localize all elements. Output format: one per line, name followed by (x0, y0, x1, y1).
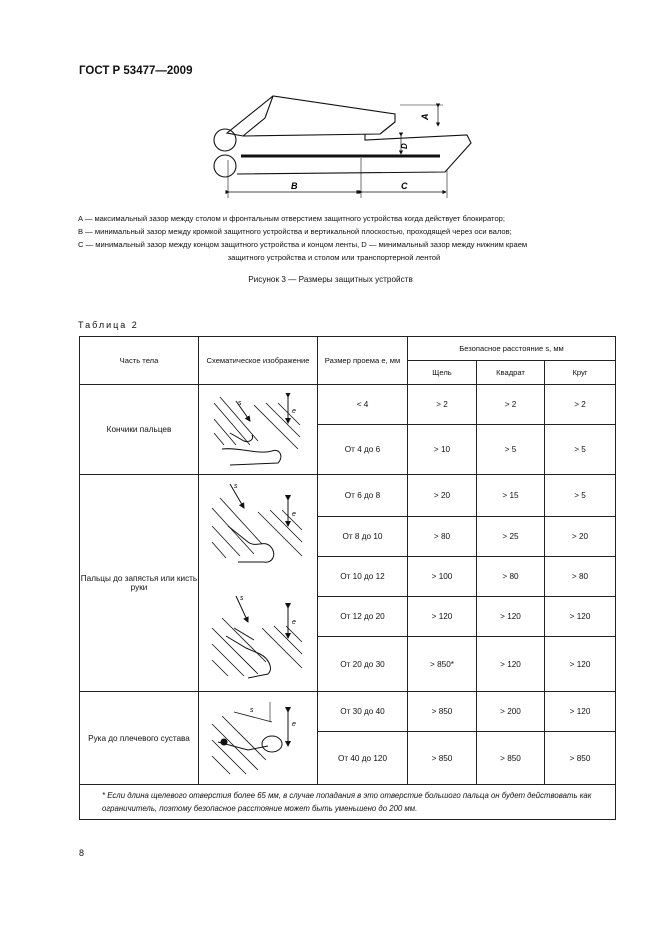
sketch-s-label: s (240, 595, 244, 602)
square-cell: > 200 (477, 692, 545, 732)
body-part-cell: Пальцы до запястья или кисть руки (80, 475, 199, 692)
opening-cell: От 40 до 120 (318, 732, 408, 785)
opening-cell: От 8 до 10 (318, 517, 408, 557)
page-number: 8 (79, 848, 85, 858)
header-body-part: Часть тела (80, 337, 199, 385)
opening-cell: От 4 до 6 (318, 425, 408, 475)
circle-cell: > 120 (545, 597, 616, 637)
opening-cell: От 6 до 8 (318, 475, 408, 517)
label-d: D (400, 143, 409, 149)
circle-cell: > 120 (545, 637, 616, 692)
sketch-fingertip (199, 385, 318, 475)
sketch-e-label: e (292, 407, 296, 415)
slot-cell: > 10 (408, 425, 477, 475)
header-safe-distance: Безопасное расстояние s, мм (408, 337, 616, 361)
square-cell: > 850 (477, 732, 545, 785)
square-cell: > 80 (477, 557, 545, 597)
circle-cell: > 2 (545, 385, 616, 425)
square-cell: > 120 (477, 637, 545, 692)
slot-cell: > 20 (408, 475, 477, 517)
header-sketch: Схематическое изображение (199, 337, 318, 385)
legend-line-b: B — минимальный зазор между кромкой защитного устройства и вертикальной плоскостью, проходящей через оси валов; (78, 227, 512, 236)
slot-cell: > 80 (408, 517, 477, 557)
protective-device-diagram (205, 90, 485, 200)
square-cell: > 120 (477, 597, 545, 637)
slot-cell: > 100 (408, 557, 477, 597)
circle-cell: > 850 (545, 732, 616, 785)
square-cell: > 25 (477, 517, 545, 557)
body-part-cell: Рука до плечевого сустава (80, 692, 199, 785)
legend-line-d: защитного устройства и столом или транспортерной лентой (227, 253, 441, 262)
figure-legend (78, 212, 590, 264)
label-c: C (401, 181, 408, 191)
sketch-e-label: e (292, 511, 296, 518)
square-cell: > 2 (477, 385, 545, 425)
slot-cell: > 120 (408, 597, 477, 637)
slot-cell: > 2 (408, 385, 477, 425)
table-label: Таблица 2 (78, 320, 139, 330)
slot-cell: > 850 (408, 692, 477, 732)
label-b: B (291, 181, 298, 191)
body-part-cell: Кончики пальцев (80, 385, 199, 475)
square-cell: > 15 (477, 475, 545, 517)
opening-cell: От 10 до 12 (318, 557, 408, 597)
circle-cell: > 5 (545, 475, 616, 517)
circle-cell: > 5 (545, 425, 616, 475)
sketch-arm (199, 692, 318, 785)
opening-cell: От 12 до 20 (318, 597, 408, 637)
sketch-hand (199, 475, 318, 692)
figure-caption: Рисунок 3 — Размеры защитных устройств (248, 275, 413, 284)
label-a: A (420, 113, 430, 120)
safety-distance-table (79, 336, 616, 820)
sketch-s-label: s (238, 399, 242, 407)
header-square: Квадрат (477, 361, 545, 385)
header-circle: Круг (545, 361, 616, 385)
document-header: ГОСТ Р 53477—2009 (79, 65, 193, 77)
circle-cell: > 120 (545, 692, 616, 732)
sketch-s-label: s (250, 707, 254, 714)
header-opening: Размер проема е, мм (318, 337, 408, 385)
table-row (80, 385, 616, 425)
table-row (80, 475, 616, 517)
slot-cell: > 850* (408, 637, 477, 692)
table-row (80, 692, 616, 732)
sketch-s-label: s (234, 483, 238, 490)
sketch-e-label: e (292, 721, 296, 728)
opening-cell: От 30 до 40 (318, 692, 408, 732)
header-slot: Щель (408, 361, 477, 385)
opening-cell: От 20 до 30 (318, 637, 408, 692)
slot-cell: > 850 (408, 732, 477, 785)
sketch-e-label: e (292, 619, 296, 626)
table-footnote: * Если длина щелевого отверстия более 65 мм, в случае попадания в это отверстие большого пальца он будет действовать как ограничитель, поэтому безопасное расстояние может быть уменьшено до 200 мм. (80, 785, 616, 820)
legend-line-a: A — максимальный зазор между столом и фронтальным отверстием защитного устройства когда действует блокиратор; (78, 214, 506, 223)
legend-line-c: C — минимальный зазор между концом защитного устройства и концом ленты, D — минимальный зазор между нижним краем (78, 240, 528, 249)
square-cell: > 5 (477, 425, 545, 475)
opening-cell: < 4 (318, 385, 408, 425)
circle-cell: > 80 (545, 557, 616, 597)
circle-cell: > 20 (545, 517, 616, 557)
